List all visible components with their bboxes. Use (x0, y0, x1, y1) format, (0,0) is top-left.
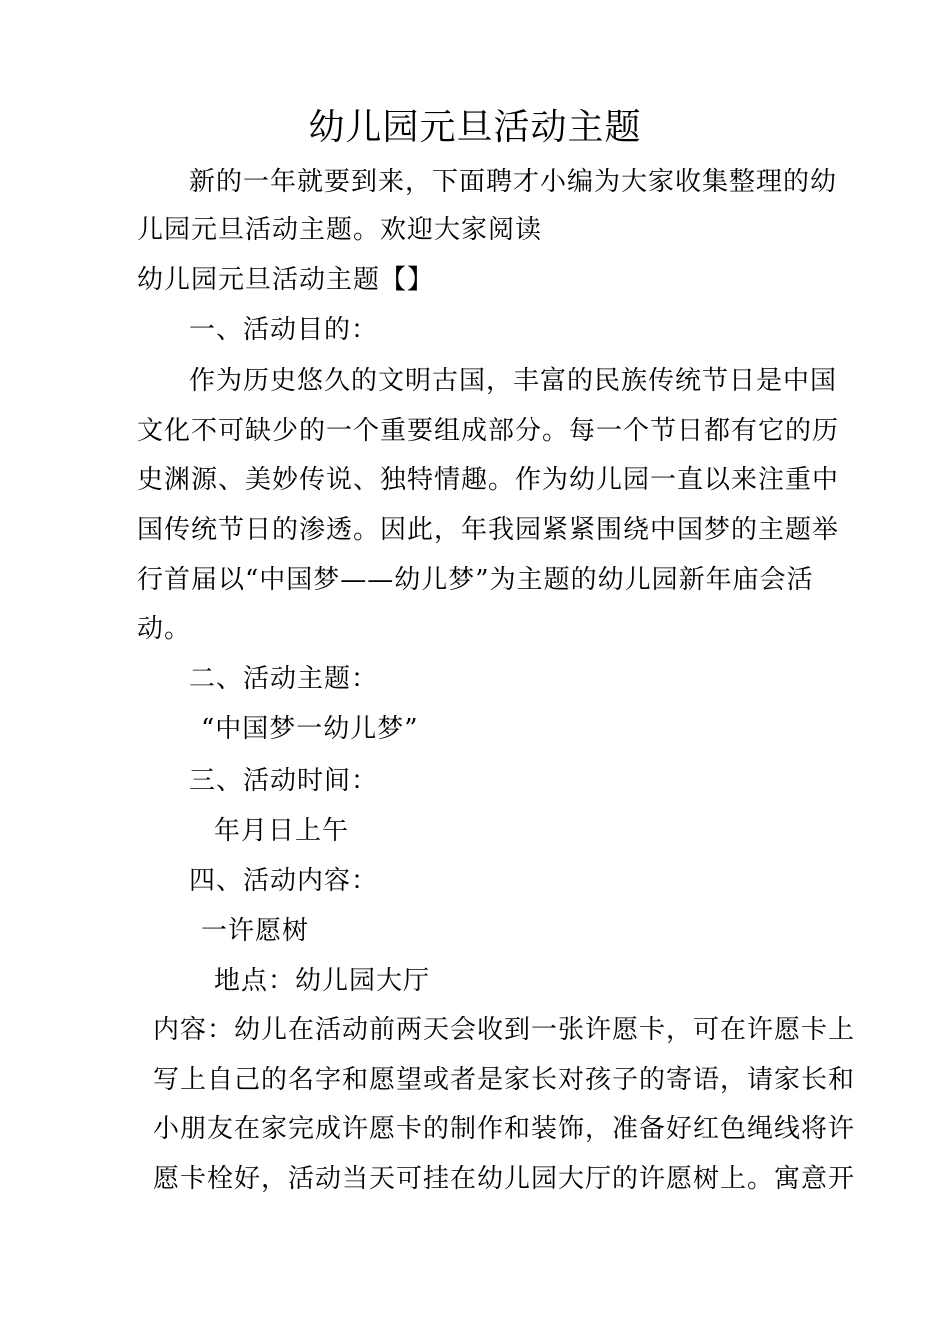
item-location: 地点：幼儿园大厅 (214, 966, 431, 996)
time-value: 年月日上午 (214, 816, 350, 846)
goal-line: 行首届以“中国梦——幼儿梦”为主题的幼儿园新年庙会活 (137, 565, 814, 595)
goal-line: 国传统节日的渗透。因此，年我园紧紧围绕中国梦的主题举 (137, 515, 840, 545)
item-content-line: 内容：幼儿在活动前两天会收到一张许愿卡，可在许愿卡上 (153, 1015, 856, 1045)
goal-line: 动。 (137, 614, 192, 644)
time-heading: 三、活动时间： (189, 766, 379, 796)
goal-heading: 一、活动目的： (189, 315, 379, 345)
intro-line: 新的一年就要到来，下面聘才小编为大家收集整理的幼 (189, 167, 838, 197)
goal-line: 作为历史悠久的文明古国，丰富的民族传统节日是中国 (189, 366, 838, 396)
theme-value: “中国梦一幼儿梦” (201, 714, 419, 744)
item-content-line: 愿卡栓好，活动当天可挂在幼儿园大厅的许愿树上。寓意开 (153, 1164, 856, 1194)
goal-line: 文化不可缺少的一个重要组成部分。每一个节日都有它的历 (137, 416, 840, 446)
item-content-line: 写上自己的名字和愿望或者是家长对孩子的寄语，请家长和 (153, 1065, 856, 1095)
item-title: 一许愿树 (201, 916, 310, 946)
goal-line: 史渊源、美妙传说、独特情趣。作为幼儿园一直以来注重中 (137, 465, 840, 495)
document-title: 幼儿园元旦活动主题 (308, 107, 642, 148)
intro-line: 儿园元旦活动主题。欢迎大家阅读 (137, 215, 543, 245)
theme-heading: 二、活动主题： (189, 664, 379, 694)
item-content-line: 小朋友在家完成许愿卡的制作和装饰，准备好红色绳线将许 (153, 1114, 856, 1144)
section-heading: 幼儿园元旦活动主题【】 (137, 265, 435, 295)
content-heading: 四、活动内容： (189, 866, 379, 896)
